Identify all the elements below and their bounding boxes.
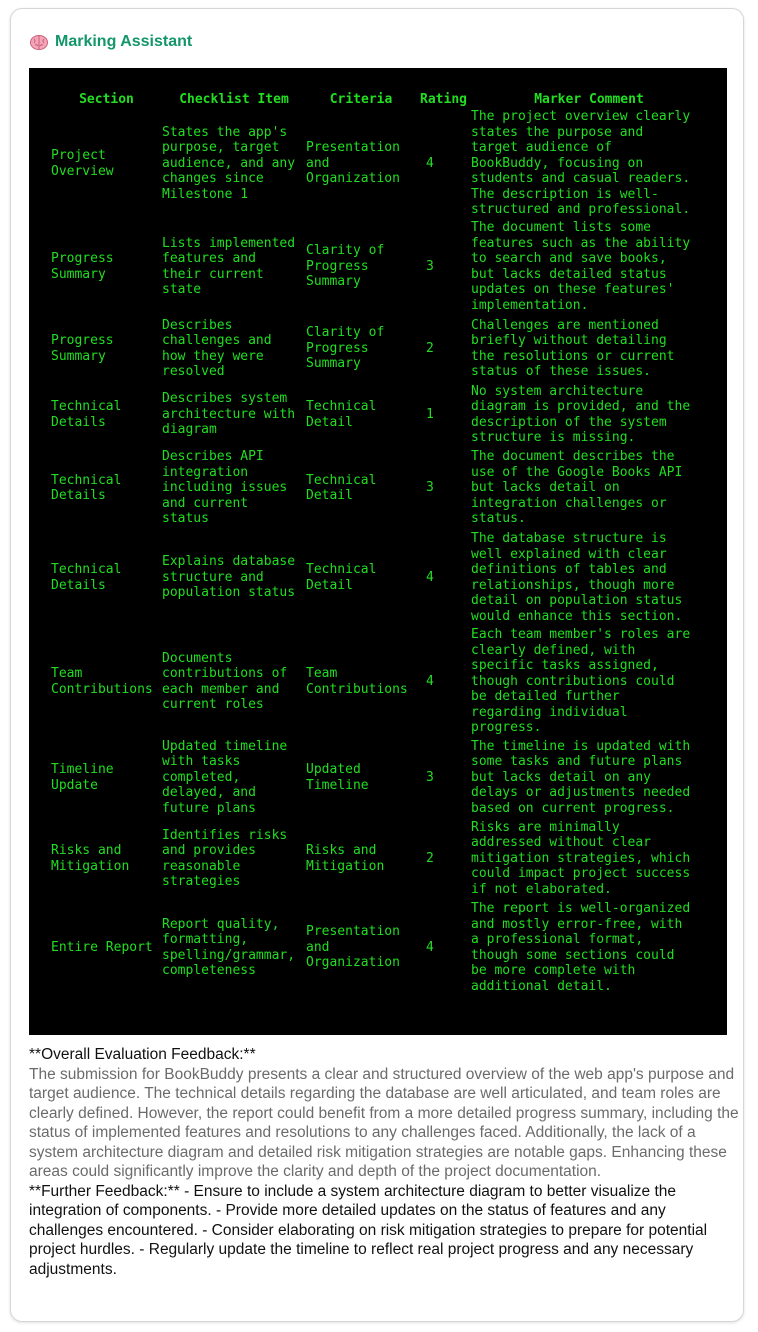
- table-body: [51, 109, 707, 996]
- section-cell: Risks and Mitigation: [51, 843, 130, 874]
- marker-comment-cell: Each team member's roles are clearly defined, with specific tasks assigned, though contributions could be detailed further regarding individual progress.: [471, 627, 691, 736]
- checklist-item-cell: Report quality, formatting, spelling/grammar, completeness: [162, 916, 296, 978]
- criteria-cell: Technical Detail: [306, 562, 377, 593]
- rating-cell: 4: [426, 155, 434, 171]
- table-row: [51, 109, 707, 218]
- page-title: Marking Assistant: [55, 33, 193, 50]
- table-row: [51, 447, 707, 529]
- table-row: [51, 218, 707, 315]
- checklist-item-cell: States the app's purpose, target audience, and any changes since Milestone 1: [162, 124, 296, 202]
- marker-comment-cell: The timeline is updated with some tasks and future plans but lacks detail on any delays or adjustments needed based on current progress.: [471, 738, 691, 816]
- checklist-item-cell: Lists implemented features and their current state: [162, 235, 296, 297]
- checklist-item-cell: Identifies risks and provides reasonable strategies: [162, 827, 288, 889]
- marking-table: [51, 91, 707, 996]
- table-row: [51, 315, 707, 382]
- overall-feedback-body: The submission for BookBuddy presents a clear and structured overview of the web app's purpose and target audience. The technical details regarding the database are well articulated, and team roles are clearly defined. However, the report could benefit from a more detailed progress summary, including the status of implemented features and resolutions to any challenges faced. Additionally, the lack of a system architecture diagram and detailed risk mitigation strategies are notable gaps. Enhancing these areas could significantly improve the clarity and depth of the project documentation.: [29, 1065, 739, 1180]
- marker-comment-cell: The database structure is well explained with clear definitions of tables and relationships, though more detail on population status would enhance this section.: [471, 531, 683, 624]
- feedback-section: [29, 1045, 739, 1279]
- section-cell: Entire Report: [51, 939, 153, 955]
- marker-comment-cell: The document describes the use of the Google Books API but lacks detail on integration challenges or status.: [471, 449, 683, 527]
- checklist-item-cell: Explains database structure and population status: [162, 554, 296, 601]
- section-cell: Technical Details: [51, 562, 122, 593]
- criteria-cell: Technical Detail: [306, 472, 377, 503]
- brain-icon: [29, 32, 49, 52]
- table-row: [51, 626, 707, 737]
- section-cell: Technical Details: [51, 399, 122, 430]
- criteria-cell: Risks and Mitigation: [306, 843, 385, 874]
- section-cell: Progress Summary: [51, 333, 114, 364]
- criteria-cell: Clarity of Progress Summary: [306, 325, 385, 372]
- table-row: [51, 529, 707, 626]
- checklist-item-cell: Describes API integration including issues and current status: [162, 449, 288, 527]
- rating-cell: 3: [426, 769, 434, 785]
- checklist-item-cell: Describes system architecture with diagram: [162, 391, 296, 438]
- rating-cell: 3: [426, 480, 434, 496]
- marking-assistant-card: [10, 8, 744, 1322]
- checklist-item-cell: Updated timeline with tasks completed, delayed, and future plans: [162, 738, 288, 816]
- marker-comment-cell: Risks are minimally addressed without clear mitigation strategies, which could impact project success if not elaborated.: [471, 819, 691, 897]
- rating-cell: 3: [426, 258, 434, 274]
- section-cell: Timeline Update: [51, 762, 114, 793]
- column-header: Checklist Item: [179, 92, 289, 108]
- criteria-cell: Presentation and Organization: [306, 140, 400, 187]
- column-header: Rating: [420, 92, 467, 108]
- marker-comment-cell: No system architecture diagram is provided, and the description of the system structure is missing.: [471, 383, 691, 445]
- section-cell: Progress Summary: [51, 251, 114, 282]
- table-row: [51, 899, 707, 996]
- column-header: Section: [79, 92, 134, 108]
- marker-comment-cell: The document lists some features such as the ability to search and save books, but lacks detailed status updates on these features' implementation.: [471, 220, 691, 313]
- table-row: [51, 737, 707, 818]
- rating-cell: 2: [426, 340, 434, 356]
- criteria-cell: Clarity of Progress Summary: [306, 243, 385, 290]
- section-cell: Project Overview: [51, 148, 114, 179]
- further-feedback: **Further Feedback:** - Ensure to include a system architecture diagram to better visualize the integration of components. - Provide more detailed updates on the status of features and any challenges encountered. - Consider elaborating on risk mitigation strategies to prepare for potential project hurdles. - Regularly update the timeline to reflect real project progress and any necessary adjustments.: [29, 1182, 708, 1278]
- marker-comment-cell: Challenges are mentioned briefly without detailing the resolutions or current status of these issues.: [471, 317, 675, 379]
- criteria-cell: Technical Detail: [306, 399, 377, 430]
- marker-comment-cell: The project overview clearly states the purpose and target audience of BookBuddy, focusing on students and casual readers. The description is well- structured and professional.: [471, 109, 691, 218]
- criteria-cell: Team Contributions: [306, 666, 408, 697]
- table-header-row: [51, 91, 707, 109]
- rating-cell: 1: [426, 406, 434, 422]
- rating-cell: 4: [426, 939, 434, 955]
- criteria-cell: Presentation and Organization: [306, 924, 400, 971]
- section-cell: Team Contributions: [51, 666, 153, 697]
- card-header: [29, 31, 192, 53]
- marker-comment-cell: The report is well-organized and mostly error-free, with a professional format, though some sections could be more complete with additional detail.: [471, 901, 691, 994]
- column-header: Criteria: [329, 92, 393, 108]
- rating-cell: 2: [426, 850, 434, 866]
- overall-feedback-heading: **Overall Evaluation Feedback:**: [29, 1046, 256, 1063]
- evaluation-terminal: [29, 68, 727, 1035]
- table-row: [51, 818, 707, 899]
- rating-cell: 4: [426, 673, 434, 689]
- table-row: [51, 382, 707, 447]
- section-cell: Technical Details: [51, 472, 122, 503]
- checklist-item-cell: Documents contributions of each member and current roles: [162, 650, 288, 712]
- rating-cell: 4: [426, 569, 434, 585]
- column-header: Marker Comment: [534, 92, 644, 108]
- checklist-item-cell: Describes challenges and how they were resolved: [162, 317, 272, 379]
- criteria-cell: Updated Timeline: [306, 762, 369, 793]
